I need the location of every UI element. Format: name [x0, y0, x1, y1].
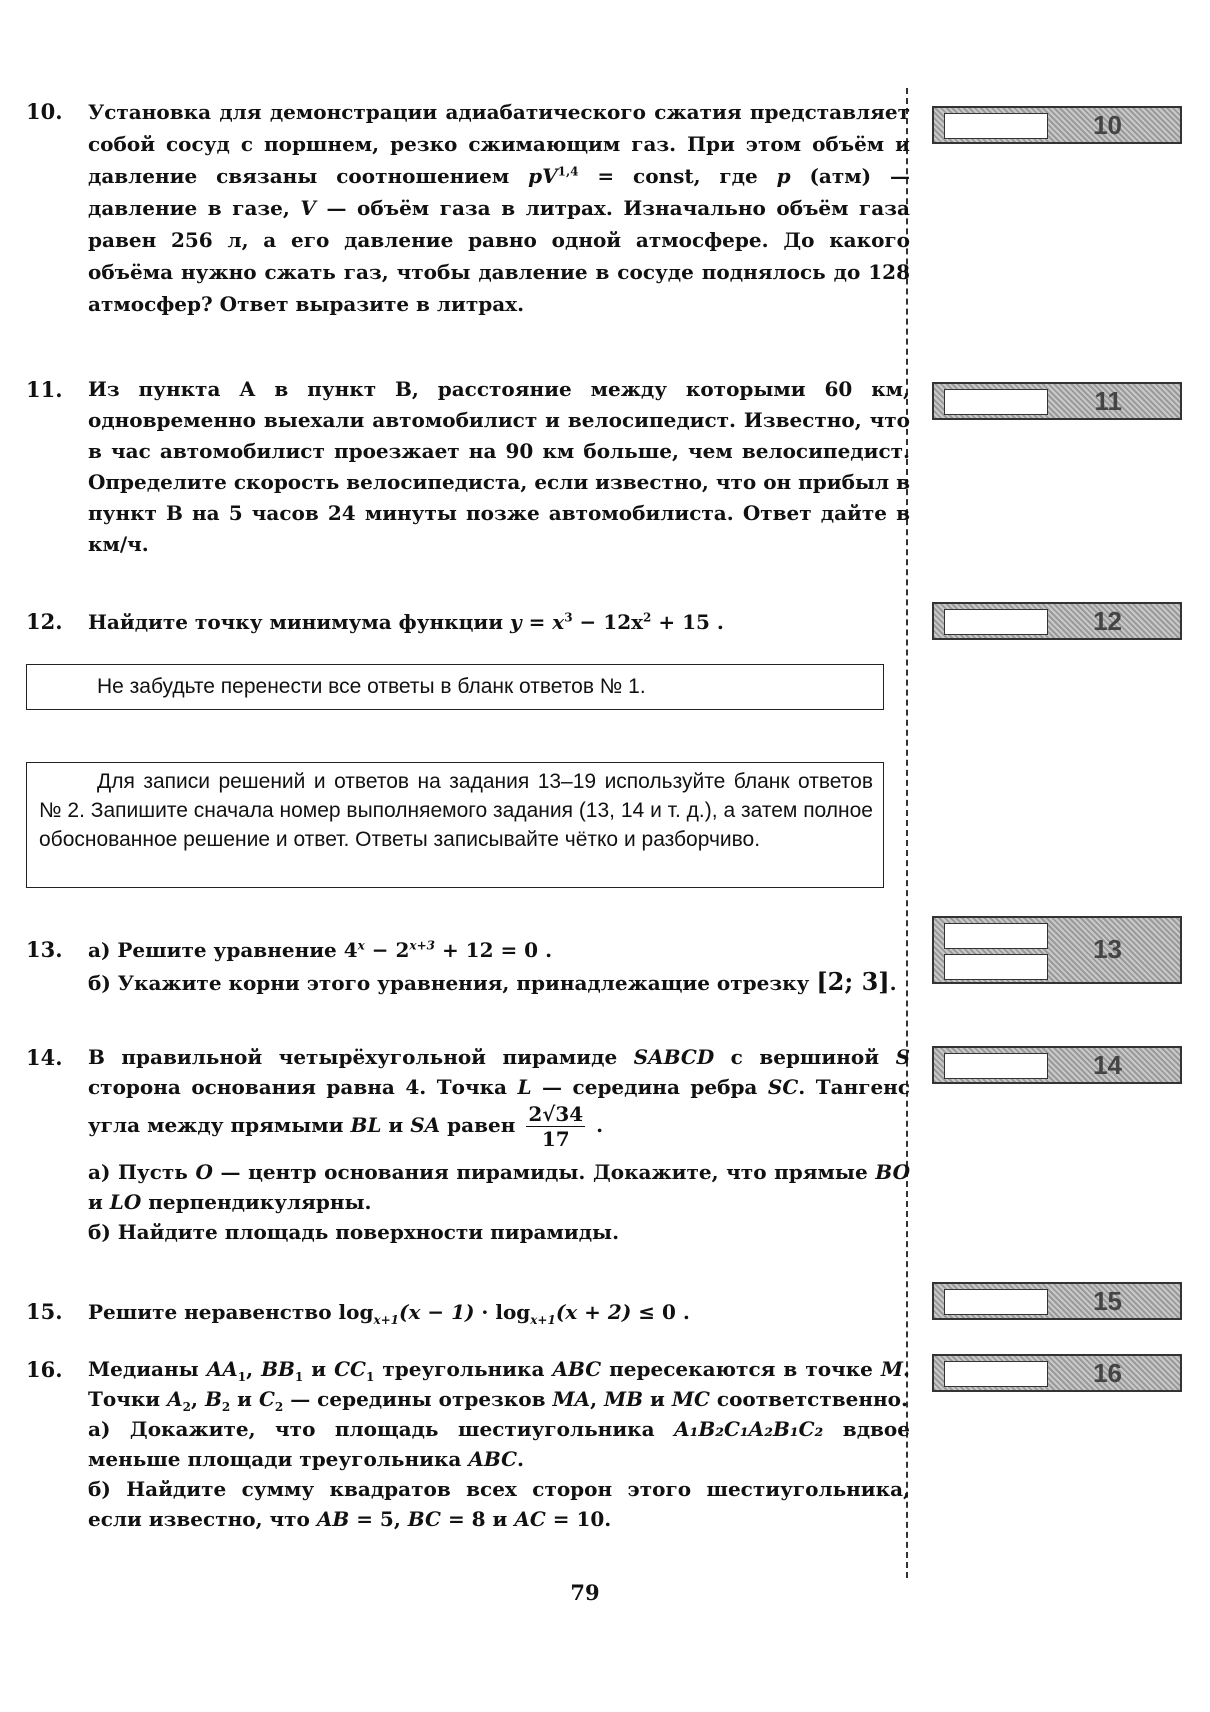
- answer-box-label: 10: [1093, 110, 1122, 140]
- answer-box-11: [932, 382, 1182, 420]
- task-16: [26, 1354, 910, 1534]
- answer-field[interactable]: [944, 1289, 1048, 1315]
- task-text: Установка для демонстрации адиабатического сжатия представляет собой сосуд с поршнем, резко сжимающим газ. При этом объём и давление связаны соотношением pV$^{1,4}$ = const, где p (атм) — давление в газе, V — объём газа в литрах. Изначально объём газа равен 256 л, а его давление равно одной атмосфере. До какого объёма нужно сжать газ, чтобы давление в сосуде поднялось до 128 атмосфер? Ответ выразите в литрах.: [88, 100, 910, 316]
- answer-box-14: [932, 1046, 1182, 1084]
- instructions-note: Для записи решений и ответов на задания 13–19 используйте бланк ответов № 2. Запишите сначала номер выполняемого задания (13, 14 и т. д.), а затем полное обоснованное решение и ответ. Ответы записывайте чётко и разборчиво.: [26, 762, 884, 888]
- task-11: [26, 374, 910, 560]
- task-number: 11.: [26, 377, 63, 402]
- fraction: $\frac{2√34}{17}$: [528, 1102, 584, 1151]
- task-text: а) Решите уравнение $4^x - 2^{x+3} + 12 = 0$ . б) Укажите корни этого уравнения, принадлежащие отрезку [2; 3].: [88, 938, 897, 996]
- answer-field[interactable]: [944, 609, 1048, 635]
- task-10: [26, 96, 910, 320]
- task-15: [26, 1296, 886, 1328]
- task-13: [26, 934, 897, 999]
- answer-box-label: 15: [1093, 1286, 1122, 1316]
- answer-box-label: 14: [1093, 1050, 1122, 1080]
- task-text: Найдите точку минимума функции $y = x^3 - 12x^2 + 15$ .: [88, 610, 724, 634]
- task-number: 15.: [26, 1299, 63, 1324]
- answer-box-label: 12: [1093, 606, 1122, 636]
- answer-box-12: [932, 602, 1182, 640]
- task-text: Из пункта А в пункт В, расстояние между которыми 60 км, одновременно выехали автомобилист и велосипедист. Известно, что в час автомобилист проезжает на 90 км больше, чем велосипедист. Определите скорость велосипедиста, если известно, что он прибыл в пункт В на 5 часов 24 минуты позже автомобилиста. Ответ дайте в км/ч.: [88, 377, 910, 556]
- answer-field-a[interactable]: [944, 923, 1048, 949]
- task-text: Медианы $AA_1$, $BB_1$ и $CC_1$ треугольника ABC пересекаются в точке M. Точки $A_2$, $B_2$ и $C_2$ — середины отрезков MA, MB и MC соответственно. а) Докажите, что площадь шестиугольника A₁B₂C₁A₂B₁C₂ вдвое меньше площади треугольника ABC. б) Найдите сумму квадратов всех сторон этого шестиугольника, если известно, что AB = 5, BC = 8 и AC = 10.: [88, 1357, 910, 1531]
- task-12: [26, 606, 886, 638]
- task-text: В правильной четырёхугольной пирамиде SABCD с вершиной S сторона основания равна 4. Точка L — середина ребра SC. Тангенс угла между прямыми BL и SA равен $\frac{2√34}{17}$ . а) Пусть O — центр основания пирамиды. Докажите, что прямые BO и LO перпендикулярны. б) Найдите площадь поверхности пирамиды.: [88, 1045, 911, 1244]
- task-number: 12.: [26, 609, 63, 634]
- answer-box-label: 16: [1093, 1358, 1122, 1388]
- answer-box-13: [932, 916, 1182, 984]
- task-14: [26, 1042, 911, 1247]
- answer-box-16: [932, 1354, 1182, 1392]
- page-number: 79: [570, 1580, 600, 1605]
- answer-field[interactable]: [944, 113, 1048, 139]
- reminder-note: Не забудьте перенести все ответы в бланк ответов № 1.: [26, 664, 884, 710]
- answer-box-15: [932, 1282, 1182, 1320]
- answer-field-b[interactable]: [944, 954, 1048, 980]
- answer-box-10: [932, 106, 1182, 144]
- answer-field[interactable]: [944, 1053, 1048, 1079]
- task-text: Решите неравенство $\log_{x+1}(x - 1) \cdot \log_{x+1}(x + 2) \le 0$ .: [88, 1300, 690, 1327]
- answer-field[interactable]: [944, 1361, 1048, 1387]
- answer-box-label: 13: [1093, 934, 1122, 964]
- task-number: 16.: [26, 1357, 63, 1382]
- answer-field[interactable]: [944, 389, 1048, 415]
- task-number: 14.: [26, 1045, 63, 1070]
- task-number: 13.: [26, 937, 63, 962]
- task-number: 10.: [26, 99, 63, 124]
- answer-box-label: 11: [1094, 386, 1122, 416]
